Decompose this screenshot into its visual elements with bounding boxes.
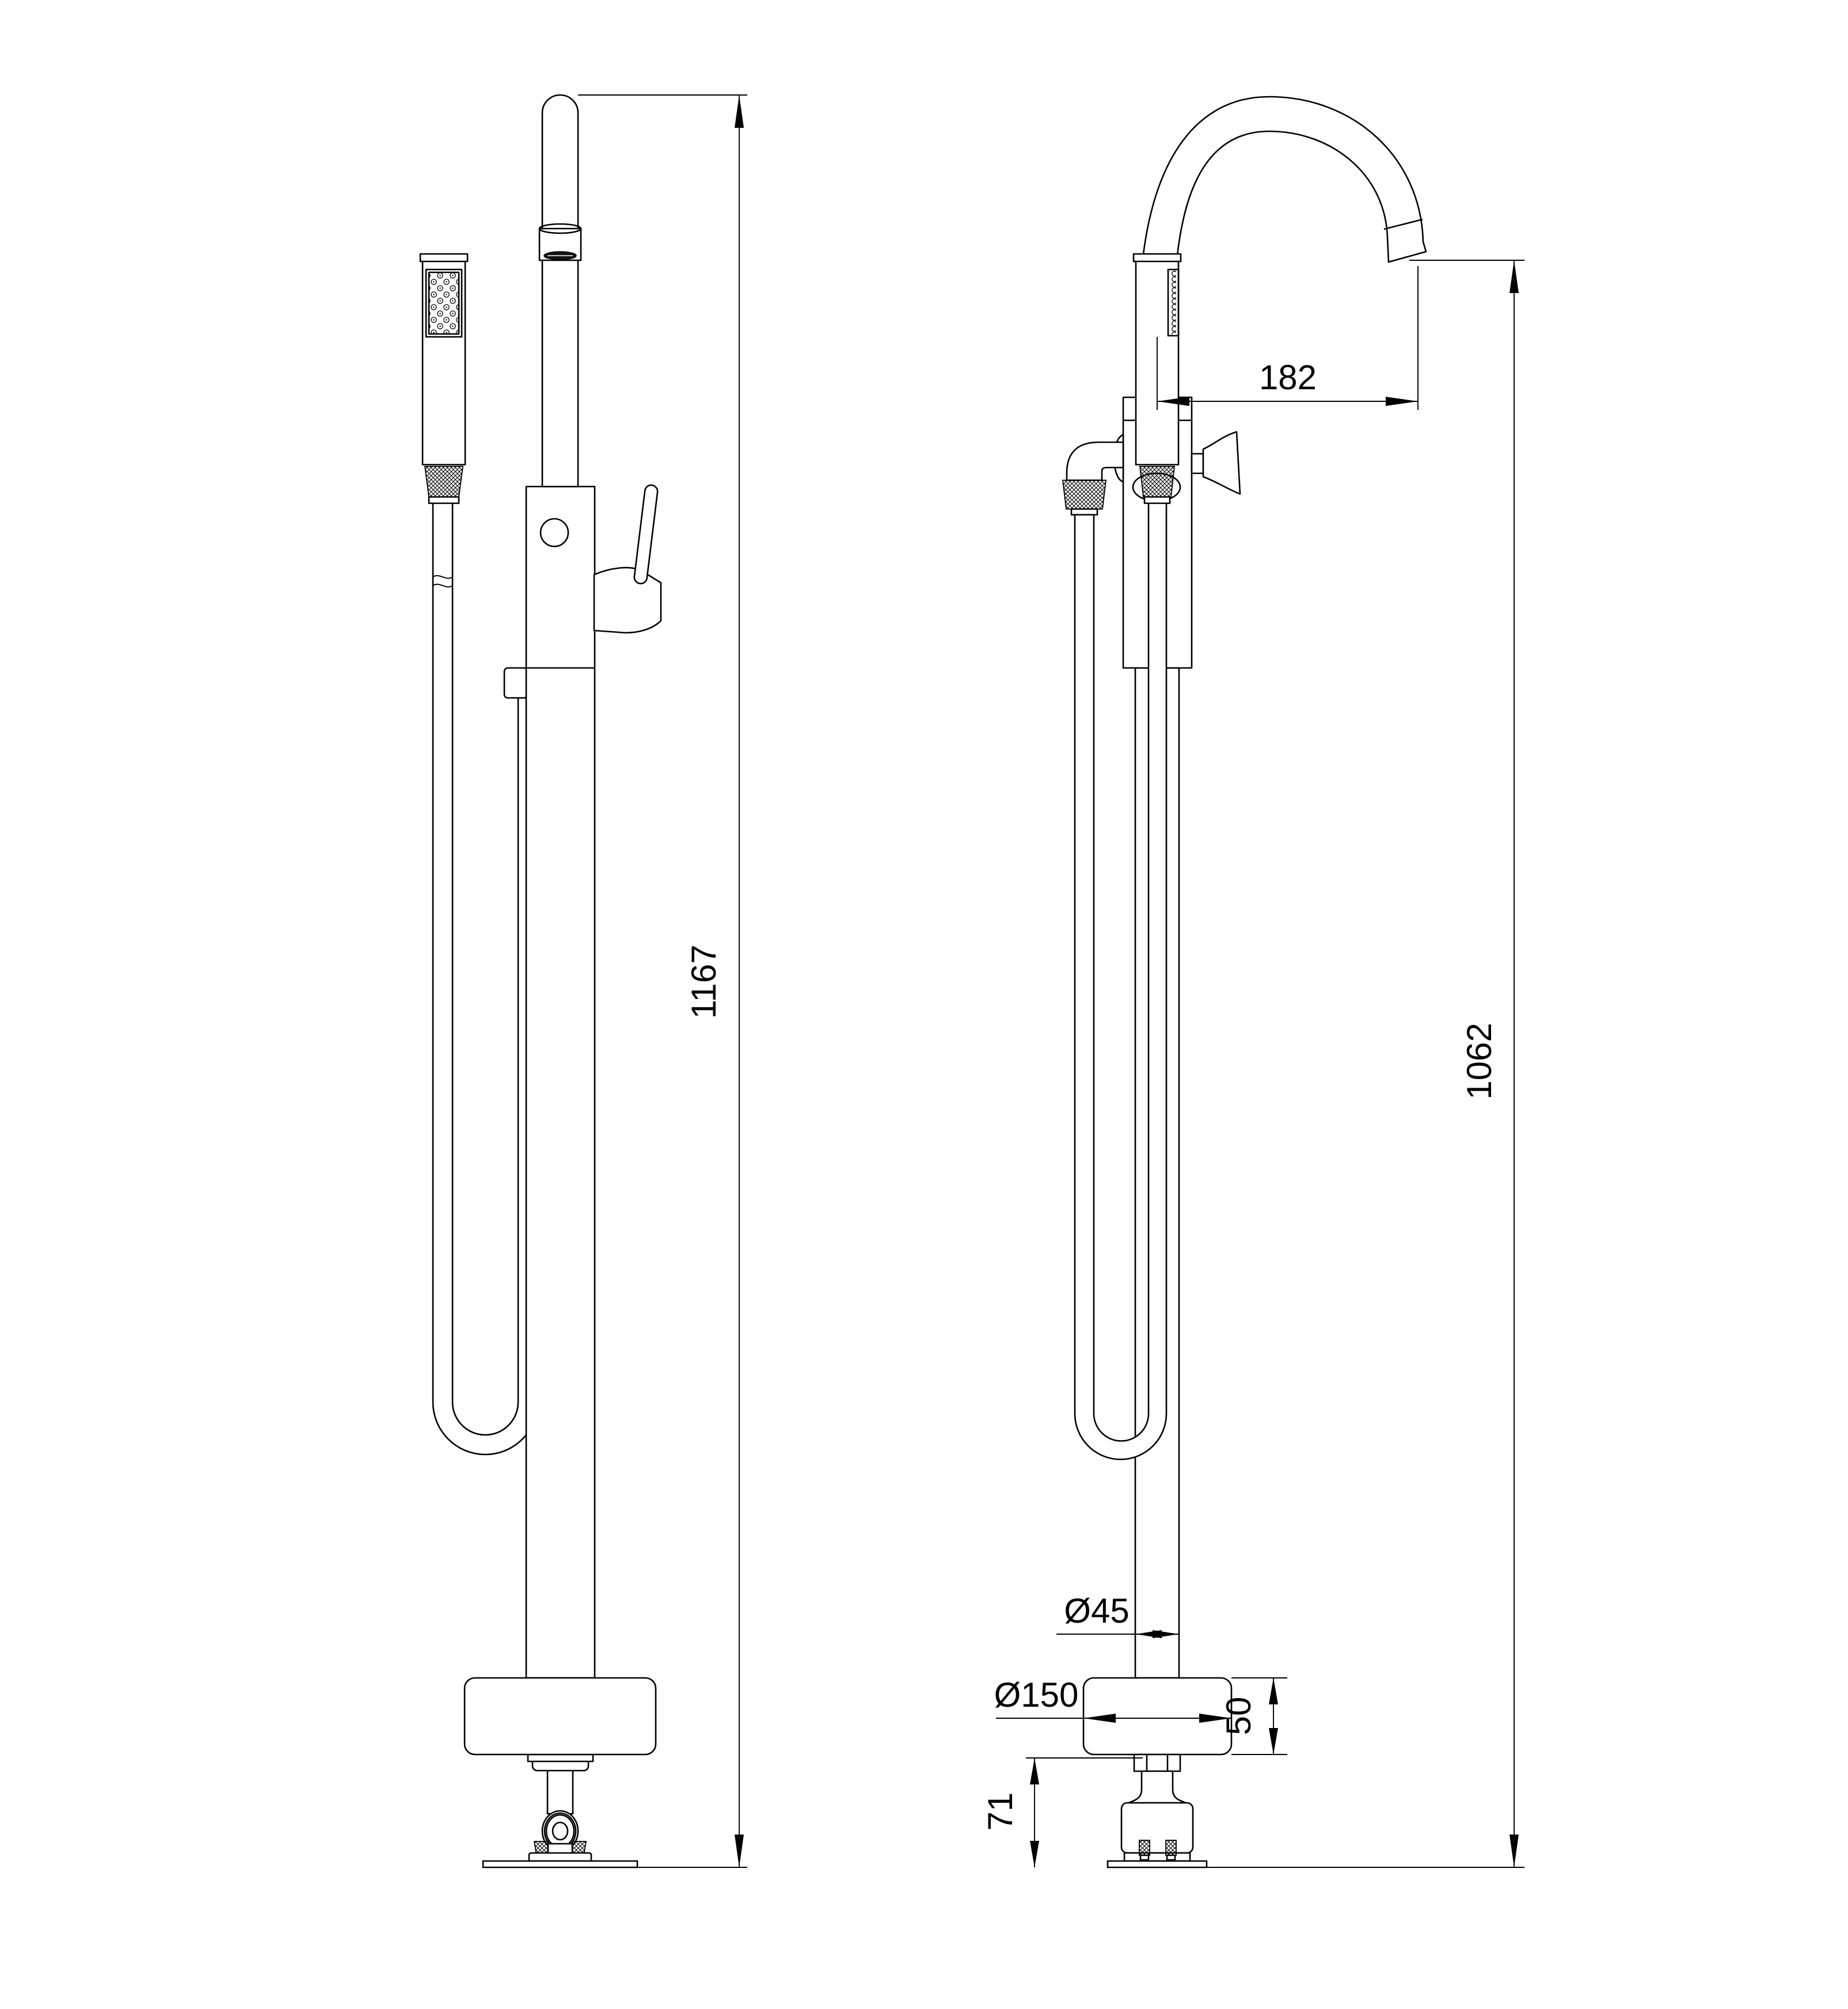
flange-boss [529,1853,591,1861]
dim-total-height [578,95,747,1867]
spout-tube-front [542,95,578,487]
wand-cap-side [1134,254,1181,261]
base-assembly-side [1083,1678,1231,1867]
wand-knurl-nut [425,466,463,497]
connector-subplate [1124,1853,1190,1861]
fixing-stud-right [1166,1840,1176,1855]
base-step-1 [528,1754,593,1761]
elbow-hose-band [1071,509,1097,515]
front-view [420,95,661,1867]
dim-label-50: 50 [1219,1696,1258,1735]
dim-label-71: 71 [981,1792,1020,1831]
base-assembly-front [465,1678,656,1867]
connector-body [1121,1803,1193,1853]
nozzle-grid [429,272,459,334]
dim-label-1062: 1062 [1460,1023,1499,1100]
floor-flange-side [1108,1861,1207,1867]
elbow-knurl-nut [1063,480,1106,509]
lever-handle [594,484,661,633]
hose-elbow [1063,435,1123,515]
gooseneck-spout [1139,97,1426,322]
dim-label-d45: Ø45 [1064,1592,1130,1630]
temperature-knob [1192,432,1240,494]
shower-hose-side [1075,502,1166,1460]
column-front [526,487,595,1678]
dim-spout-reach [1157,266,1418,410]
dim-floor-connector-height [981,1758,1143,1867]
nozzle-strip-dots [1168,271,1176,335]
hose-stub-connector [504,668,527,698]
dimensions [578,95,1524,1867]
floor-flange [483,1861,637,1867]
wand-knurl-side [1140,466,1174,497]
wand-hose-band [429,497,459,503]
hex-nut [1134,1754,1180,1771]
hand-shower-front [420,254,467,503]
shower-hose-front [433,502,538,1454]
base-disc [465,1678,656,1754]
dim-spout-outlet-height [1207,260,1524,1867]
riser-pipe [547,1768,573,1814]
wand-cap [420,254,467,261]
dim-label-182: 182 [1258,358,1317,397]
eccentric-connector [534,1811,586,1855]
dim-label-d150: Ø150 [994,1676,1079,1714]
connector-neck [1128,1771,1186,1803]
dim-label-1167: 1167 [685,944,723,1019]
wand-band-side [1144,497,1170,503]
fixing-stud-left [1139,1840,1150,1855]
